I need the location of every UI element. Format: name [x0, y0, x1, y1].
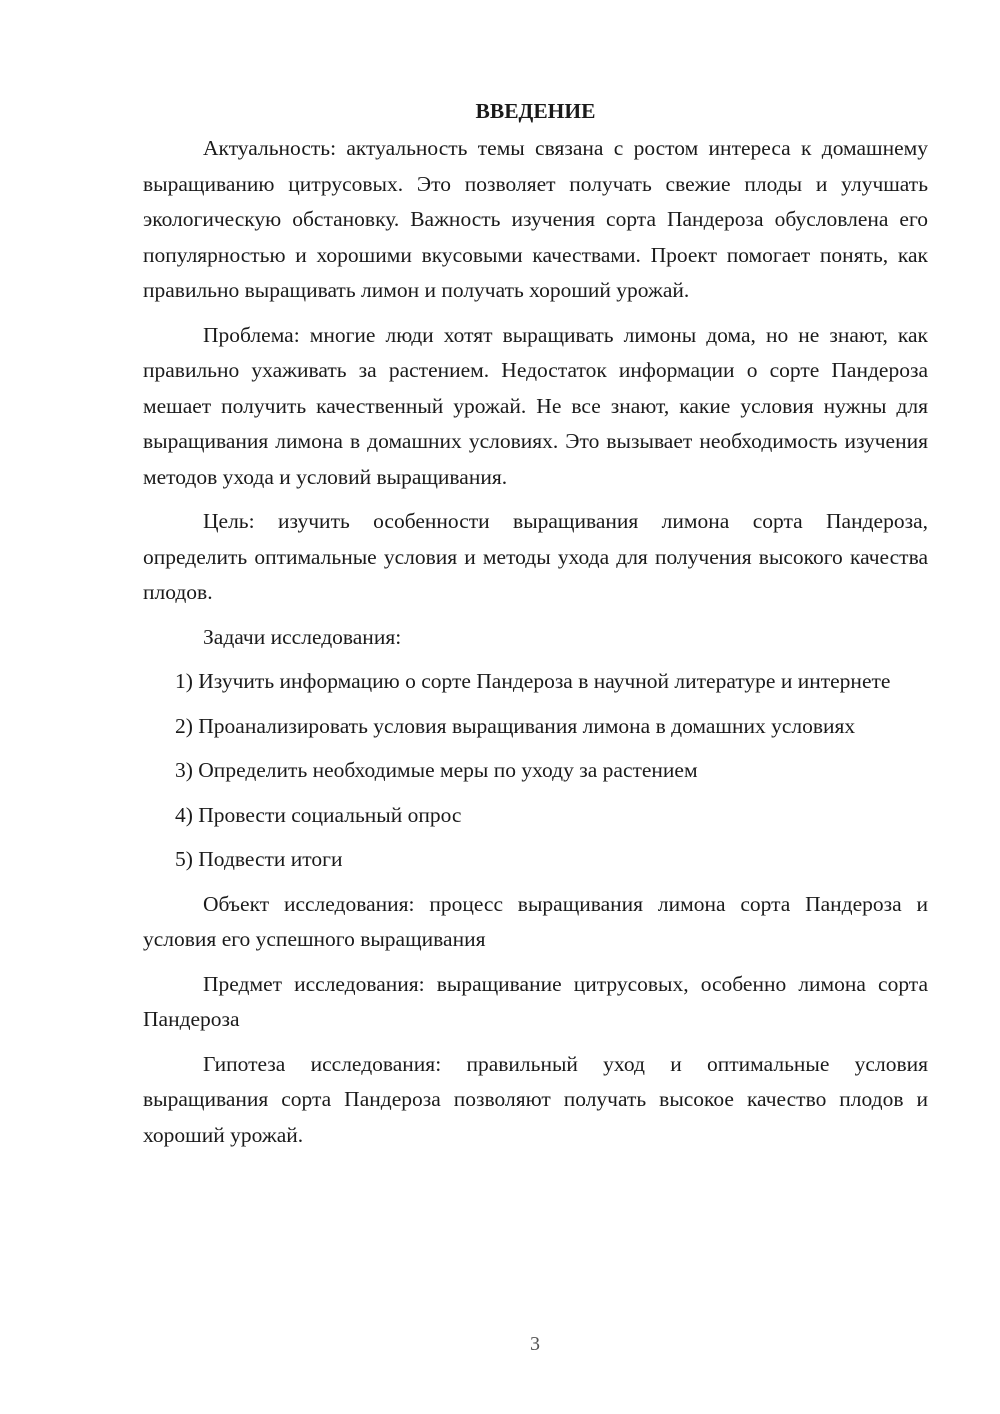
subject-paragraph: Предмет исследования: выращивание цитрусовых, особенно лимона сорта Пандероза [143, 971, 928, 1031]
tasks-title: Задачи исследования: [203, 624, 402, 649]
document-page [143, 96, 928, 1162]
hypothesis-paragraph: Гипотеза исследования: правильный уход и оптимальные условия выращивания сорта Пандероза позволяют получать высокое качество плодов и хороший урожай. [143, 1051, 928, 1147]
task-item-2: 2) Проанализировать условия выращивания лимона в домашних условиях [175, 713, 856, 738]
problem-paragraph: Проблема: многие люди хотят выращивать лимоны дома, но не знают, как правильно ухаживать за растением. Недостаток информации о сорте Пандероза мешает получить качественный урожай. Не все знают, какие условия нужны для выращивания лимона в домашних условиях. Это вызывает необходимость изучения методов ухода и условий выращивания. [143, 322, 928, 489]
task-item-3: 3) Определить необходимые меры по уходу за растением [175, 758, 698, 782]
task-item-1: 1) Изучить информацию о сорте Пандероза в научной литературе и интернете [175, 669, 891, 693]
task-item-4: 4) Провести социальный опрос [175, 802, 462, 827]
relevance-paragraph: Актуальность: актуальность темы связана с ростом интереса к домашнему выращиванию цитрусовых. Это позволяет получать свежие плоды и улучшать экологическую обстановку. Важность изучения сорта Пандероза обусловлена его популярностью и хорошими вкусовыми качествами. Проект помогает понять, как правильно выращивать лимон и получать хороший урожай. [143, 136, 928, 302]
goal-paragraph: Цель: изучить особенности выращивания лимона сорта Пандероза, определить оптимальные условия и методы ухода для получения высокого качества плодов. [143, 509, 928, 604]
page-number: 3 [530, 1333, 540, 1355]
object-paragraph: Объект исследования: процесс выращивания лимона сорта Пандероза и условия его успешного выращивания [143, 891, 928, 951]
task-item-5: 5) Подвести итоги [175, 847, 343, 871]
section-heading: ВВЕДЕНИЕ [475, 99, 596, 123]
